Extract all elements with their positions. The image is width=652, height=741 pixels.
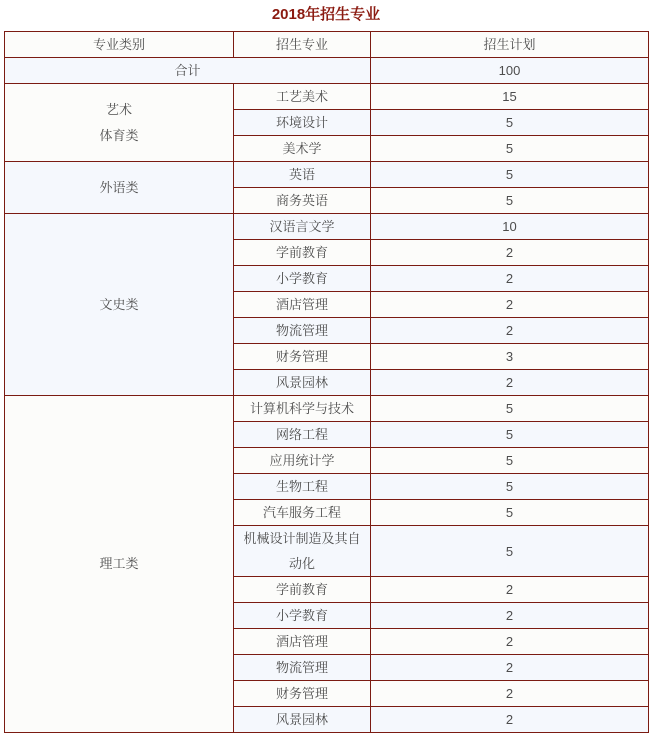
enrollment-page: [0, 6, 652, 733]
category-cell: [5, 162, 234, 214]
total-value-cell: 100: [371, 58, 649, 84]
major-row: [5, 84, 649, 110]
major-row: [5, 162, 649, 188]
plan-value-cell: 5: [371, 162, 649, 188]
plan-value-cell: 2: [371, 577, 649, 603]
plan-value-cell: 2: [371, 655, 649, 681]
major-name-cell: 汽车服务工程: [234, 500, 371, 526]
category-line: 文史类: [99, 296, 139, 312]
category-cell: [5, 214, 234, 396]
plan-value-cell: 5: [371, 110, 649, 136]
category-cell: [5, 396, 234, 733]
major-name-cell: 计算机科学与技术: [234, 396, 371, 422]
plan-value-cell: 2: [371, 681, 649, 707]
major-name-cell: 应用统计学: [234, 448, 371, 474]
plan-value-cell: 2: [371, 707, 649, 733]
category-line: 艺术: [105, 101, 132, 117]
major-name-cell: 环境设计: [234, 110, 371, 136]
enrollment-table: [4, 31, 649, 733]
major-name-cell: 美术学: [234, 136, 371, 162]
major-row: [5, 214, 649, 240]
total-label-cell: 合计: [5, 58, 371, 84]
major-name-cell: 财务管理: [234, 344, 371, 370]
plan-value-cell: 10: [371, 214, 649, 240]
plan-value-cell: 2: [371, 240, 649, 266]
major-row: [5, 396, 649, 422]
category-line: 体育类: [99, 127, 139, 143]
major-name-cell: 风景园林: [234, 707, 371, 733]
plan-value-cell: 3: [371, 344, 649, 370]
plan-value-cell: 5: [371, 448, 649, 474]
major-name-cell: 工艺美术: [234, 84, 371, 110]
page-title: 2018年招生专业: [271, 6, 381, 23]
plan-value-cell: 5: [371, 500, 649, 526]
category-line: 外语类: [99, 179, 139, 195]
plan-value-cell: 5: [371, 136, 649, 162]
major-name-cell: 商务英语: [234, 188, 371, 214]
major-name-cell: 物流管理: [234, 318, 371, 344]
major-name-cell: 网络工程: [234, 422, 371, 448]
major-name-cell: 机械设计制造及其自动化: [234, 526, 371, 577]
header-category: 专业类别: [5, 32, 234, 58]
header-row: [5, 32, 649, 58]
major-name-cell: 小学教育: [234, 266, 371, 292]
header-plan: 招生计划: [371, 32, 649, 58]
plan-value-cell: 5: [371, 188, 649, 214]
total-row: [5, 58, 649, 84]
major-name-cell: 物流管理: [234, 655, 371, 681]
major-name-cell: 财务管理: [234, 681, 371, 707]
plan-value-cell: 5: [371, 422, 649, 448]
plan-value-cell: 5: [371, 526, 649, 577]
plan-value-cell: 2: [371, 318, 649, 344]
major-name-cell: 英语: [234, 162, 371, 188]
plan-value-cell: 2: [371, 603, 649, 629]
table-body: [5, 58, 649, 733]
major-name-cell: 酒店管理: [234, 292, 371, 318]
plan-value-cell: 5: [371, 396, 649, 422]
major-name-cell: 学前教育: [234, 577, 371, 603]
category-line: 理工类: [99, 556, 139, 571]
plan-value-cell: 2: [371, 370, 649, 396]
major-name-cell: 风景园林: [234, 370, 371, 396]
plan-value-cell: 15: [371, 84, 649, 110]
major-name-cell: 酒店管理: [234, 629, 371, 655]
major-name-cell: 学前教育: [234, 240, 371, 266]
category-cell: [5, 84, 234, 162]
plan-value-cell: 2: [371, 292, 649, 318]
major-name-cell: 小学教育: [234, 603, 371, 629]
major-name-cell: 生物工程: [234, 474, 371, 500]
plan-value-cell: 5: [371, 474, 649, 500]
header-major: 招生专业: [234, 32, 371, 58]
plan-value-cell: 2: [371, 629, 649, 655]
major-name-cell: 汉语言文学: [234, 214, 371, 240]
plan-value-cell: 2: [371, 266, 649, 292]
